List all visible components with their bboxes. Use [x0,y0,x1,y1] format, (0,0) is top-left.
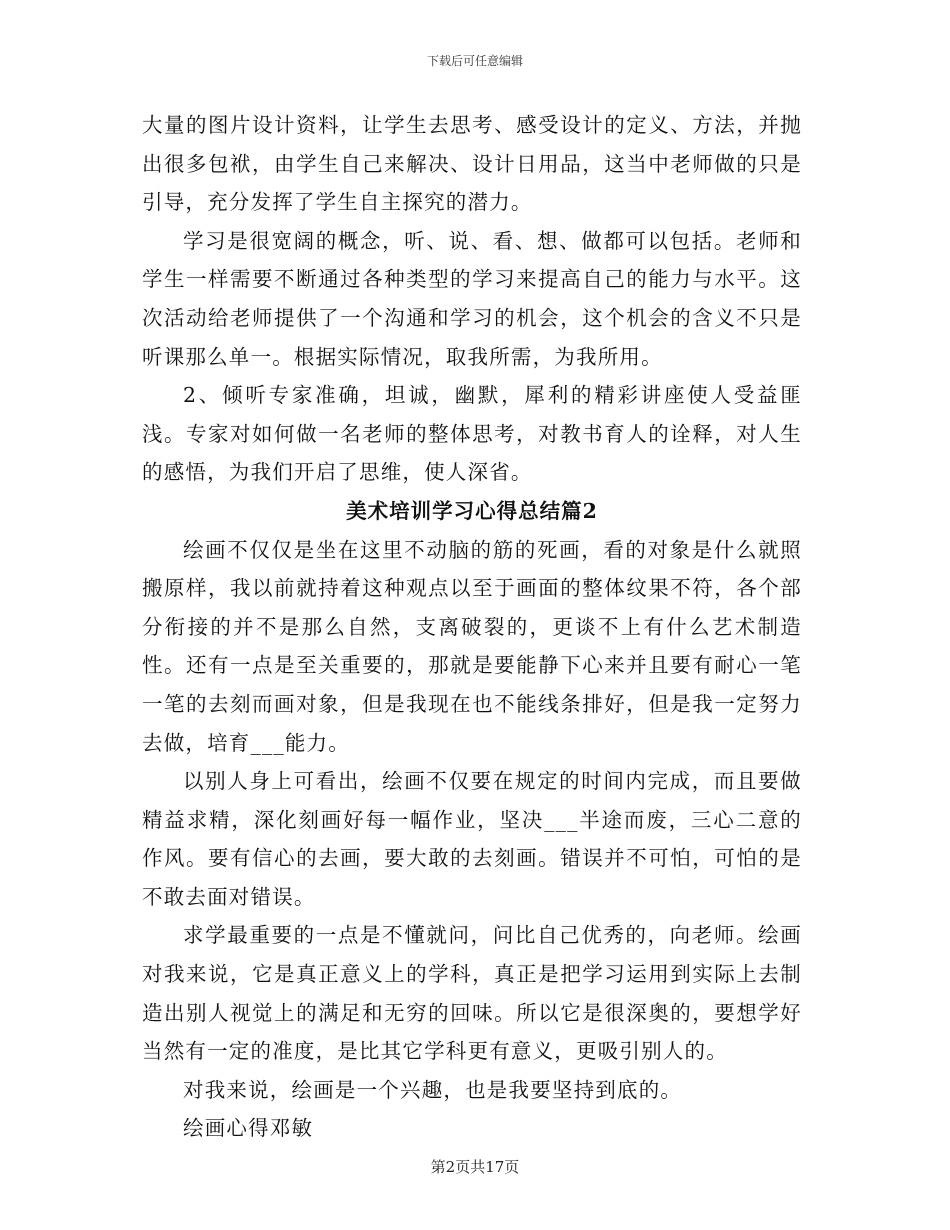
page-footer: 第2页共17页 [430,1158,520,1176]
section-heading: 美术培训学习心得总结篇2 [346,498,598,523]
paragraph: 对我来说，绘画是一个兴趣，也是我要坚持到底的。 [183,1077,683,1102]
paragraph: 绘画心得邓敏 [183,1116,314,1141]
paragraph: 以别人身上可看出，绘画不仅要在规定的时间内完成，而且要做精益求精，深化刻画好每一幅作业，坚决___半途而废，三心二意的作风。要有信心的去画，要大敢的去刻画。错误并不可怕，可怕的是不敢去面对错误。 [142,769,802,909]
paragraph: 求学最重要的一点是不懂就问，问比自己优秀的，向老师。绘画对我来说，它是真正意义上的学科，真正是把学习运用到实际上去制造出别人视觉上的满足和无穷的回味。所以它是很深奥的，要想学好当然有一定的准度，是比其它学科更有意义，更吸引别人的。 [142,923,802,1064]
paragraph: 学习是很宽阔的概念，听、说、看、想、做都可以包括。老师和学生一样需要不断通过各种类型的学习来提高自己的能力与水平。这次活动给老师提供了一个沟通和学习的机会，这个机会的含义不只是听课那么单一。根据实际情况，取我所需，为我所用。 [142,228,802,369]
document-body [142,106,802,1148]
page-header: 下载后可任意编辑 [426,54,523,68]
paragraph: 2、倾听专家准确，坦诚，幽默，犀利的精彩讲座使人受益匪浅。专家对如何做一名老师的整体思考，对教书育人的诠释，对人生的感悟，为我们开启了思维，使人深省。 [142,383,802,485]
paragraph: 大量的图片设计资料，让学生去思考、感受设计的定义、方法，并抛出很多包袱，由学生自己来解决、设计日用品，这当中老师做的只是引导，充分发挥了学生自主探究的潜力。 [142,113,802,215]
paragraph: 绘画不仅仅是坐在这里不动脑的筋的死画，看的对象是什么就照搬原样，我以前就持着这种观点以至于画面的整体纹果不符，各个部分衔接的并不是那么自然，支离破裂的，更谈不上有什么艺术制造性。还有一点是至关重要的，那就是要能静下心来并且要有耐心一笔一笔的去刻而画对象，但是我现在也不能线条排好，但是我一定努力去做，培育___能力。 [142,537,802,755]
